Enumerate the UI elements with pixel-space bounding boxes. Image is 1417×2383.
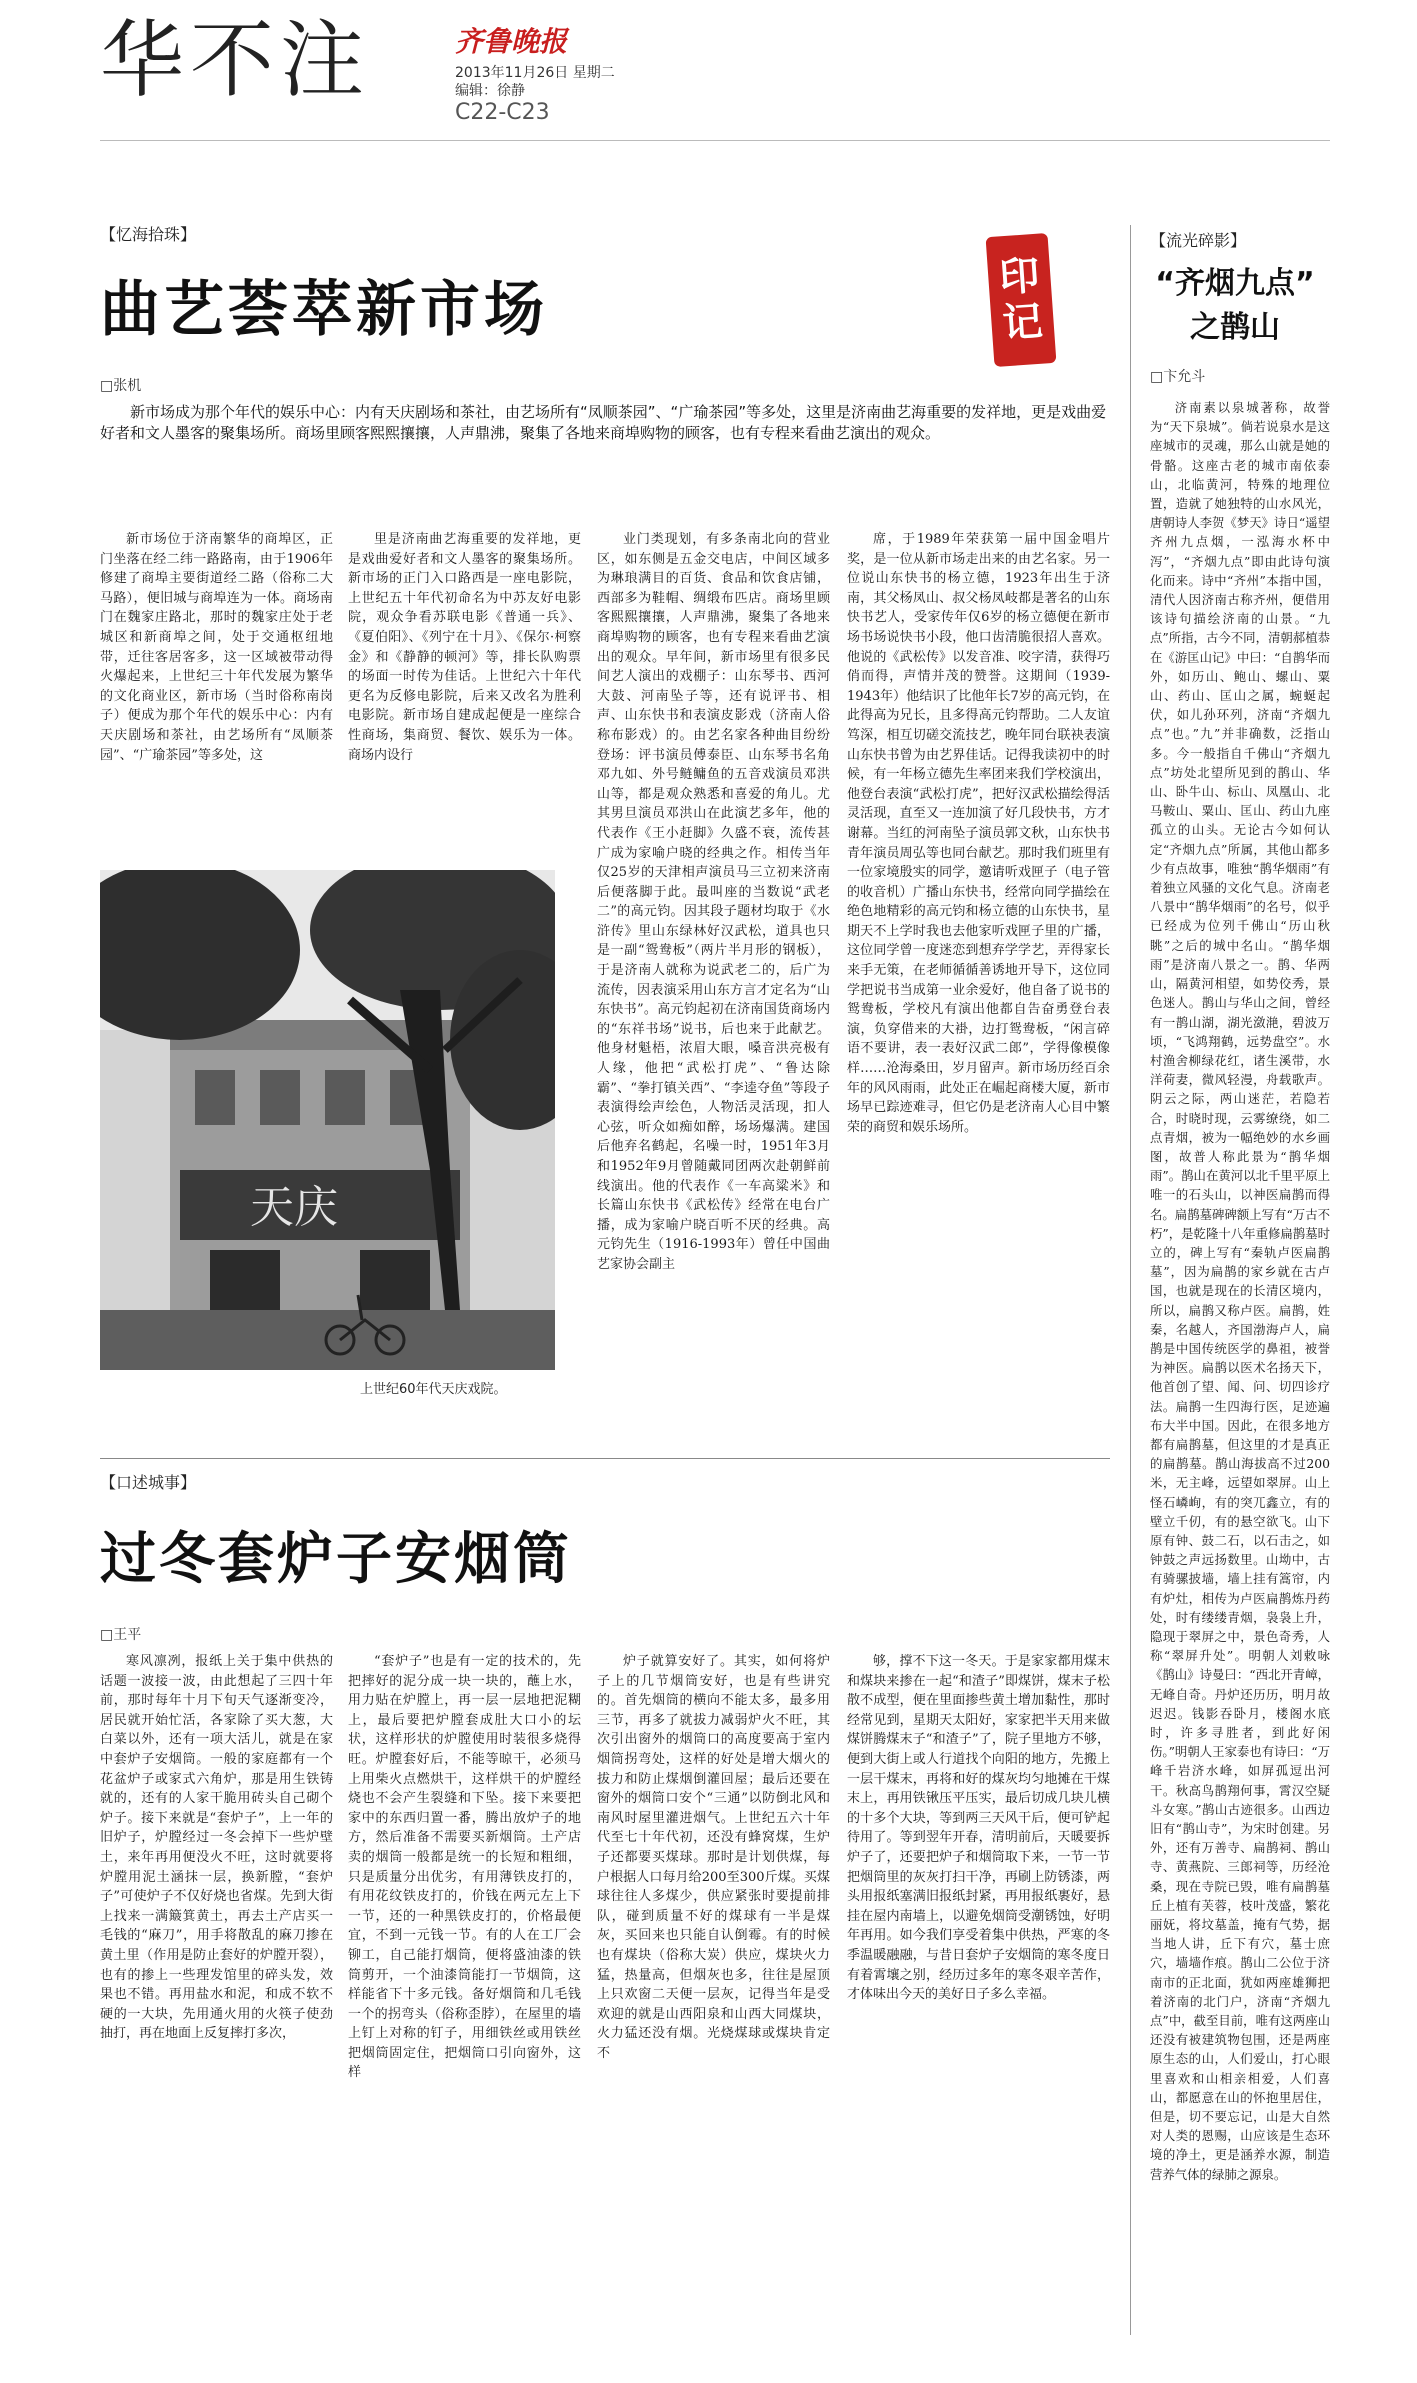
seal-char: 印 — [997, 251, 1041, 302]
article-headline: 曲艺荟萃新市场 — [100, 275, 548, 345]
headline-line: “齐烟九点” — [1155, 266, 1315, 301]
article-byline: □张机 — [100, 378, 142, 394]
article-column — [597, 530, 830, 1445]
newspaper-logo: 齐鲁晚报 — [455, 25, 568, 58]
article-byline: □王平 — [100, 1627, 142, 1643]
masthead-rule — [100, 140, 1330, 141]
section-tag: 【忆海拾珠】 — [100, 225, 197, 244]
article-headline — [1150, 262, 1320, 350]
theater-photo-illustration — [100, 870, 555, 1370]
column-divider — [1130, 225, 1131, 2335]
article-column — [1150, 398, 1330, 2343]
column-text: 寒风凛冽，报纸上关于集中供热的话题一波接一波，由此想起了三四十年前，那时每年十月下旬天气逐渐变冷，居民就开始忙活，各家除了买大葱，大白菜以外，还有一项大活儿，就是在家中套炉子安烟筒。一般的家庭都有一个花盆炉子或家式六角炉，那是用生铁铸就的，还有的人家干脆用砖头自己砌个炉子。接下来就是“套炉子”，上一年的旧炉子，炉膛经过一冬会掉下一些炉壁土，来年再用便没火不旺，这时就要将炉膛用泥土涵抹一层，换新膛，“套炉子”可使炉子不仅好烧也省煤。先到大街上找来一满簸箕黄土，再去土产店买一毛钱的“麻刀”，用手将散乱的麻刀掺在黄土里（作用是防止套好的炉膛开裂），也有的掺上一些理发馆里的碎头发，效果也不错。再用盐水和泥，和成不软不硬的一大块，先用通火用的火筷子使劲抽打，再在地面上反复摔打多次， — [100, 1654, 333, 2042]
article-lead: 新市场成为那个年代的娱乐中心：内有天庆剧场和茶社，由艺场所有“凤顺茶园”、“广瑜茶园”等多处，这里是济南曲艺海重要的发祥地，更是戏曲爱好者和文人墨客的聚集场所。商场里顾客熙熙攘攘，人声鼎沸，聚集了各地来商埠购物的顾客，也有专程来看曲艺演出的观众。 — [100, 403, 1107, 442]
column-text: 够，撑不下这一冬天。于是家家都用煤末和煤块来掺在一起“和渣子”即煤饼，煤末子松散不成型，便在里面掺些黄土增加黏性，那时经常见到，星期天太阳好，家家把半天用来做煤饼腾煤末子“和渣子”了，院子里地方不够，便到大街上或人行道找个向阳的地方，先搬上一层干煤末，再将和好的煤灰均匀地摊在干煤末上，再用铁锹压平压实，最后切成几块儿横的十多个大块，等到两三天风干后，便可铲起待用了。等到翌年开春，清明前后，天暖要拆炉子了，还要把炉子和烟筒取下来，一节一节把烟筒里的灰灰打扫干净，再刷上防锈漆，两头用报纸塞满旧报纸封紧，再用报纸裹好，悬挂在屋内南墙上，以避免烟筒受潮锈蚀，好明年再用。如今我们享受着集中供热，严寒的冬季温暖融融，与昔日套炉子安烟筒的寒冬度日有着霄壤之别，经历过多年的寒冬艰辛苦作，才体味出今天的美好日子多么幸福。 — [847, 1654, 1110, 2003]
column-text: 炉子就算安好了。其实，如何将炉子上的几节烟筒安好，也是有些讲究的。首先烟筒的横向不能太多，最多用三节，再多了就拔力减弱炉火不旺，其次引出窗外的烟筒口的高度要高于室内烟筒拐弯处，这样的好处是增大烟火的拔力和防止煤烟倒灌回屋；最后还要在窗外的烟筒口安个“三通”以防倒北风和南风时屋里灌进烟气。上世纪五六十年代至七十年代初，还没有蜂窝煤，生炉子还都要买煤球。那时是计划供煤，每户根据人口每月给200至300斤煤。买煤球往往人多煤少，供应紧张时要提前排队，碰到质量不好的煤球有一半是煤灰，买回来也只能自认倒霉。有的时候也有煤块（俗称大炭）供应，煤块火力猛，热量高，但烟灰也多，往往是屋顶上只欢窗二天便一层灰，记得当年是受欢迎的就是山西阳泉和山西大同煤块，火力猛还没有烟。光烧煤球或煤块肯定不 — [597, 1654, 830, 2061]
article-column — [597, 1652, 830, 2332]
article-column — [100, 1652, 333, 2332]
issue-date: 2013年11月26日 星期二 — [455, 65, 615, 81]
article-column — [348, 1652, 581, 2332]
article-column — [847, 530, 1110, 1445]
article-byline: □卞允斗 — [1150, 369, 1206, 385]
page-numbers: C22-C23 — [455, 100, 550, 125]
section-divider — [100, 1458, 1110, 1459]
editor-credit: 编辑：徐静 — [455, 83, 525, 99]
photo-caption: 上世纪60年代天庆戏院。 — [360, 1382, 507, 1397]
article-column — [847, 1652, 1110, 2332]
column-text: 里是济南曲艺海重要的发祥地，更是戏曲爱好者和文人墨客的聚集场所。新市场的正门入口路西是一座电影院，上世纪五十年代初命名为中苏友好电影院，观众争看苏联电影《普通一兵》、《夏伯阳》、《列宁在十月》、《保尔·柯察金》和《静静的顿河》等，排长队购票的场面一时传为佳话。上世纪六十年代更名为反修电影院，后来又改名为胜利电影院。新市场自建成起便是一座综合性商场，集商贸、餐饮、娱乐为一体。商场内设行 — [348, 532, 581, 763]
column-text: 席，于1989年荣获第一届中国金唱片奖，是一位从新市场走出来的由艺名家。另一位说山东快书的杨立德，1923年出生于济南，其父杨凤山、叔父杨凤岐都是著名的山东快书艺人，受家传年仅6岁的杨立德便在新市场书场说快书小段，他口齿清脆很招人喜欢。他说的《武松传》以发音准、咬字清，获得巧俏而得，声情并茂的赞誉。这期间（1939-1943年）他结识了比他年长7岁的高元钧，在此得高为兄长，且多得高元钧帮助。二人友谊笃深，相互切磋交流技艺，晚年同台联袂表演山东快书曾为由艺界佳话。记得我读初中的时候，有一年杨立德先生率团来我们学校演出，他登台表演“武松打虎”，把好汉武松描绘得活灵活现，直至又一连加演了好几段快书，方才谢幕。当红的河南坠子演员郭文秋，山东快书青年演员周弘等也同台献艺。那时我们班里有一位家境殷实的同学，邀请听戏匣子（电子管的收音机）广播山东快书，经常向同学描绘在绝色地精彩的高元钧和杨立德的山东快书，星期天不上学时我也去他家听戏匣子里的广播，这位同学曾一度迷恋到想弃学学艺，弄得家长来手无策，在老师循循善诱地开导下，这位同学把说书当成第一业余爱好，他自备了说书的鸳鸯板，学校凡有演出他都自告奋勇登台表演，负穿借来的大褂，边打鸳鸯板，“闲言碎语不要讲，表一表好汉武二郎”，学得像模像样……沧海桑田，岁月留声。新市场历经百余年的风风雨雨，此处正在崛起商楼大厦，新市场早已踪迹难寻，但它仍是老济南人心目中繁荣的商贸和娱乐场所。 — [847, 532, 1110, 1135]
historic-photo — [100, 870, 555, 1370]
seal-char: 记 — [1000, 297, 1045, 348]
column-text: 新市场位于济南繁华的商埠区，正门坐落在经二纬一路路南，由于1906年修建了商埠主要街道经二路（俗称二大马路），便旧城与商埠连为一体。商场南门在魏家庄路北，那时的魏家庄处于老城区和新商埠之间，处于交通枢纽地带，迁往客居客多，这一区域被带动得火爆起来，上世纪三十年代发展为繁华的文化商业区，新市场（当时俗称南岗子）便成为那个年代的娱乐中心：内有天庆剧场和茶社，由艺场所有“凤顺茶园”、“广瑜茶园”等多处，这 — [100, 532, 333, 763]
article-headline: 过冬套炉子安烟筒 — [100, 1527, 572, 1592]
section-tag: 【流光碎影】 — [1150, 231, 1247, 250]
headline-line: 之鹊山 — [1190, 310, 1280, 345]
article-column — [100, 530, 333, 855]
column-text: 济南素以泉城著称，故誉为“天下泉城”。倘若说泉水是这座城市的灵魂，那么山就是她的骨骼。这座古老的城市南依泰山，北临黄河，特殊的地理位置，造就了她独特的山水风光，唐朝诗人李贺《梦天》诗日“遥望齐州九点烟，一泓海水杯中泻”，“齐烟九点”即由此诗句演化而来。诗中“齐州”本指中国，清代人因济南古称齐州，便借用该诗句描绘济南的山景。“九点”所指，古今不同，清朝郝植恭在《游匡山记》中曰：“自鹊华而外，如历山、鲍山、螺山、粟山、药山、匡山之属，蜿蜒起伏，如儿孙环列，济南“齐烟九点”也。”九”并非确数，泛指山多。今一般指自千佛山“齐烟九点”坊处北望所见到的鹊山、华山、卧牛山、标山、凤凰山、北马鞍山、粟山、匡山、药山九座孤立的山头。无论古今如何认定“齐烟九点”所属，其他山都多少有点故事，唯独“鹊华烟雨”有着独立风骚的文化气息。济南老八景中“鹊华烟雨”的名号，似乎已经成为位列千佛山“历山秋眺”之后的城中名山。“鹊华烟雨”是济南八景之一。鹊、华两山，隔黄河相望，如势佼秀，景色迷人。鹊山与华山之间，曾经有一鹊山湖，湖光潋滟，碧波万顷，“飞鸿翔鹤，远势盘空”。水村渔舍柳绿花红，诸生溪带，水洋荷妻，微风轻漫，舟载歌声。阴云之际，两山迷茫，若隐若合，时晓时现，云雾缭绕，如二点青烟，被为一幅绝妙的水乡画图，故普人称此景为“鹊华烟雨”。鹊山在黄河以北千里平原上唯一的石头山，以神医扁鹊而得名。扁鹊墓碑碑额上写有“万古不朽”，是乾隆十八年重修扁鹊墓时立的，碑上写有“秦轨卢医扁鹊墓”，因为扁鹊的家乡就在古卢国，也就是现在的长清区境内，所以，扁鹊又称卢医。扁鹊，姓秦，名越人，齐国渤海卢人，扁鹊是中国传统医学的鼻祖，被誉为神医。扁鹊以医术名扬天下，他首创了望、闻、问、切四诊疗法。扁鹊一生四海行医，足迹遍布大半中国。因此，在很多地方都有扁鹊墓，但这里的才是真正的扁鹊墓。鹊山海拔高不过200米，无主峰，远望如翠屏。山上怪石嶙峋，有的突兀鑫立，有的壁立千仞，有的悬空欲飞。山下原有钟、鼓二石，以石击之，如钟鼓之声远扬数里。山坳中，古有骑骡披墙，墙上挂有篙帘，内有炉灶，相传为卢医扁鹊炼丹药处，时有缕缕青烟，袅袅上升，隐现于翠屏之中，景色奇秀，人称“翠屏升处”。明朝人刘敕咏《鹊山》诗曼曰：“西北开青嶂，无峰自奇。丹炉还历历，明月故迟迟。钱影吞卧月，楼阁水底时，许多寻胜者，到此好闲伤。”明朝人王家泰也有诗曰：“万峰千岩济水峰，如屏孤逗出河干。秋高鸟鹊翔何事，霄汉空疑斗女寒。”鹊山古迹很多。山西边旧有“鹊山寺”，为宋时创建。另外，还有万善寺、扁鹊祠、鹊山寺、黄燕院、三郎祠等，历经沧桑，现在寺院已毁，唯有扁鹊墓丘上植有芙蓉，枝叶茂盛，繁花丽妩，将坟墓盖，掩有气势，据当地人讲，丘下有穴，墓士庶穴，墙墙作痕。鹊山二公位于济南市的正北面，犹如两座雄狮把着济南的北门户，济南“齐烟九点”中，截至目前，唯有这两座山还没有被建筑物包围，还是两座原生态的山，人们爱山，打心眼里喜欢和山相亲相爱，人们喜山，都愿意在山的怀抱里居住，但是，切不要忘记，山是大自然对人类的恩赐，山应该是生态环境的净土，更是涵养水源，制造营养气体的绿肺之源泉。 — [1150, 400, 1330, 2182]
article-column — [348, 530, 581, 855]
column-text: 业门类现划，有多条南北向的营业区，如东侧是五金交电店，中间区域多为琳琅满目的百货、食品和饮食店铺，西部多为鞋帽、绸缎布匹店。商场里顾客熙熙攘攘，人声鼎沸，聚集了各地来商埠购物的顾客，也有专程来看曲艺演出的观众。早年间，新市场里有很多民间艺人演出的戏棚子：山东琴书、西河大鼓、河南坠子等，还有说评书、相声、山东快书和表演皮影戏（济南人俗称布影戏）的。由艺名家各种曲目纷纷登场：评书演员傅泰臣、山东琴书名角邓九如、外号鲢鳙鱼的五音戏演员邓洪山等，都是观众熟悉和喜爱的角儿。尤其男旦演员邓洪山在此演艺多年，他的代表作《王小赶脚》久盛不衰，流传甚广成为家喻户晓的经典之作。相传当年仅25岁的天津相声演员马三立初来济南后便落脚于此。最叫座的当数说“武老二”的高元钧。因其段子题材均取于《水浒传》里山东绿林好汉武松，道具也只是一副“鸳鸯板”（两片半月形的钢板），于是济南人就称为说武老二的，后广为流传，因表演采用山东方言才定名为“山东快书”。高元钧起初在济南国货商场内的“东祥书场”说书，后也来于此献艺。他身材魁梧，浓眉大眼，嗓音洪亮极有人缘，他把“武松打虎”、“鲁达除霸”、“拳打镇关西”、“李逵夺鱼”等段子表演得绘声绘色，人物活灵活现，扣人心弦，听众如痴如醉，场场爆满。建国后他弃名鹤起，名噪一时，1951年3月和1952年9月曾随戴同团两次赴朝鲜前线演出。他的代表作《一车高粱米》和长篇山东快书《武松传》经常在电台广播，成为家喻户晓百听不厌的经典。高元钧先生（1916-1993年）曾任中国曲艺家协会副主 — [597, 532, 830, 1272]
seal-stamp — [986, 233, 1057, 367]
column-text: “套炉子”也是有一定的技术的，先把摔好的泥分成一块一块的，蘸上水，用力贴在炉膛上，再一层一层地把泥糊上，最后要把炉膛套成肚大口小的坛状，这样形状的炉膛使用时装很多烧得旺。炉膛套好后，不能等晾干，必须马上用柴火点燃烘干，这样烘干的炉膛经烧也不会产生裂缝和下坠。接下来要把家中的东西归置一番，腾出放炉子的地方，然后准备不需要买新烟筒。土产店卖的烟筒一般都是统一的长短和粗细，只是质量分出优劣，有用薄铁皮打的，有用花纹铁皮打的，价钱在两元左上下一节，还的一种黑铁皮打的，价格最便宜，不到一元钱一节。有的人在工厂会铆工，自己能打烟筒，便将盛油漆的铁筒剪开，一个油漆筒能打一节烟筒，这样能省下十多元钱。备好烟筒和几毛钱一个的拐弯头（俗称歪脖），在屋里的墙上钉上对称的钉子，用细铁丝或用铁丝把烟筒固定住，把烟筒口引向窗外，这样 — [348, 1654, 581, 2081]
photo-sign: 天庆 — [250, 1182, 338, 1233]
section-title: 华不注 — [100, 11, 371, 109]
section-tag: 【口述城事】 — [100, 1473, 197, 1492]
